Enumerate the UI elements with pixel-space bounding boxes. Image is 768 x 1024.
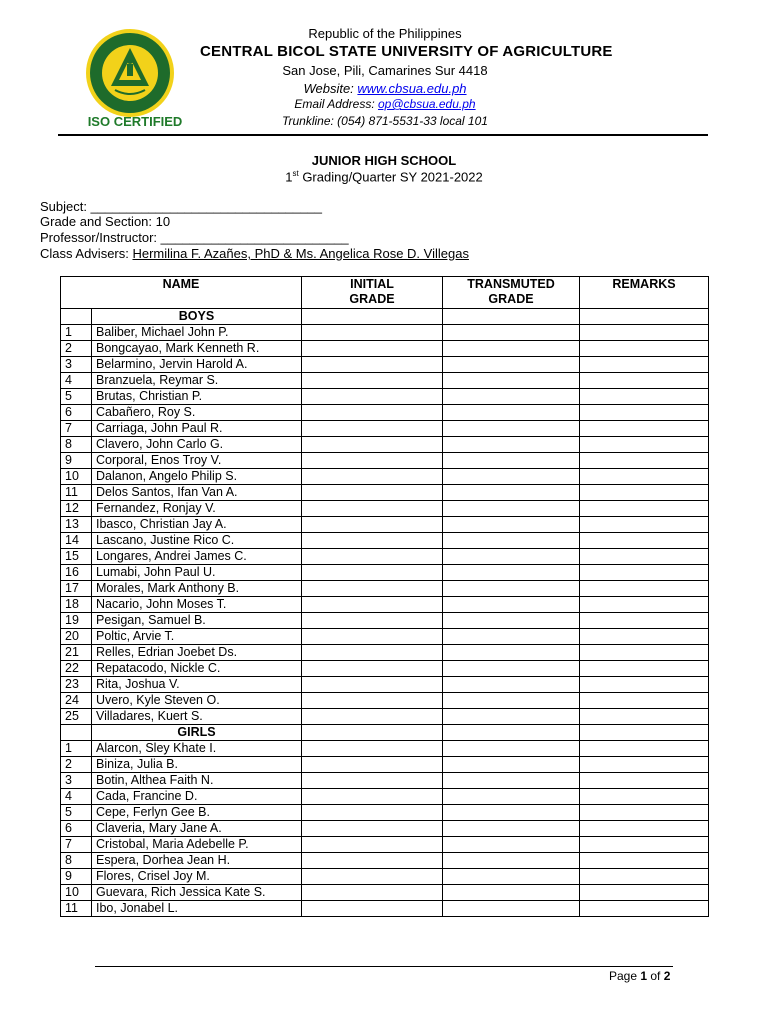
table-row [61,709,709,725]
transmuted-grade-cell[interactable] [443,405,580,421]
student-name: Dalanon, Angelo Philip S. [92,469,302,485]
student-name: Ibo, Jonabel L. [92,901,302,917]
transmuted-grade-cell[interactable] [443,357,580,373]
page-of-label: of [647,969,664,983]
row-number: 2 [61,757,92,773]
initial-grade-cell[interactable] [302,389,443,405]
row-number: 3 [61,357,92,373]
row-number: 8 [61,437,92,453]
transmuted-grade-header [443,277,580,309]
remarks-cell[interactable] [580,773,709,789]
initial-grade-cell[interactable] [302,773,443,789]
student-name: Biniza, Julia B. [92,757,302,773]
remarks-cell[interactable] [580,533,709,549]
remarks-cell[interactable] [580,373,709,389]
transmuted-grade-cell[interactable] [443,533,580,549]
initial-grade-cell[interactable] [302,341,443,357]
remarks-cell[interactable] [580,389,709,405]
table-row [61,469,709,485]
student-name: Carriaga, John Paul R. [92,421,302,437]
email-link[interactable]: op@cbsua.edu.ph [378,97,476,111]
quarter-text: Grading/Quarter SY 2021-2022 [298,169,483,185]
initial-grade-cell[interactable] [302,677,443,693]
initial-grade-cell[interactable] [302,725,443,741]
row-number: 18 [61,597,92,613]
row-number: 12 [61,501,92,517]
table-row [61,421,709,437]
transmuted-header-line1: TRANSMUTED [467,277,555,291]
website-link[interactable]: www.cbsua.edu.ph [357,81,467,96]
initial-grade-cell[interactable] [302,453,443,469]
website-label: Website: [303,81,358,96]
student-name: Flores, Crisel Joy M. [92,869,302,885]
transmuted-grade-cell[interactable] [443,421,580,437]
row-number: 3 [61,773,92,789]
transmuted-grade-cell[interactable] [443,725,580,741]
student-name: Guevara, Rich Jessica Kate S. [92,885,302,901]
row-number: 9 [61,869,92,885]
transmuted-grade-cell[interactable] [443,645,580,661]
remarks-cell[interactable] [580,357,709,373]
initial-grade-cell[interactable] [302,629,443,645]
website-line [200,81,570,96]
table-row [61,533,709,549]
remarks-cell[interactable] [580,789,709,805]
row-number: 11 [61,901,92,917]
table-row [61,773,709,789]
student-name: Botin, Althea Faith N. [92,773,302,789]
student-name: Rita, Joshua V. [92,677,302,693]
transmuted-grade-cell[interactable] [443,325,580,341]
row-number: 10 [61,469,92,485]
initial-grade-cell[interactable] [302,805,443,821]
student-name: Delos Santos, Ifan Van A. [92,485,302,501]
transmuted-grade-cell[interactable] [443,677,580,693]
remarks-cell[interactable] [580,565,709,581]
table-row [61,341,709,357]
transmuted-grade-cell[interactable] [443,885,580,901]
table-row [61,597,709,613]
grade-roster-table [60,276,709,917]
table-row [61,485,709,501]
remarks-cell[interactable] [580,709,709,725]
transmuted-grade-cell[interactable] [443,341,580,357]
remarks-header: REMARKS [580,277,709,309]
initial-header-line1: INITIAL [350,277,394,291]
row-number: 16 [61,565,92,581]
row-number: 9 [61,453,92,469]
initial-grade-cell[interactable] [302,645,443,661]
remarks-cell[interactable] [580,837,709,853]
table-row [61,405,709,421]
row-number: 17 [61,581,92,597]
initial-grade-cell[interactable] [302,789,443,805]
transmuted-grade-cell[interactable] [443,805,580,821]
row-number: 20 [61,629,92,645]
initial-header-line2: GRADE [349,292,395,306]
table-row [61,549,709,565]
remarks-cell[interactable] [580,613,709,629]
row-number: 5 [61,805,92,821]
initial-grade-cell[interactable] [302,357,443,373]
transmuted-grade-cell[interactable] [443,485,580,501]
quarter-number: 1 [285,169,293,185]
transmuted-grade-cell[interactable] [443,469,580,485]
remarks-cell[interactable] [580,677,709,693]
row-number: 7 [61,837,92,853]
transmuted-grade-cell[interactable] [443,373,580,389]
initial-grade-header [302,277,443,309]
row-number: 13 [61,517,92,533]
header-rule [58,134,708,136]
page-number: 1 [640,969,648,983]
row-number: 14 [61,533,92,549]
remarks-cell[interactable] [580,725,709,741]
student-name: Morales, Mark Anthony B. [92,581,302,597]
remarks-cell[interactable] [580,693,709,709]
trunkline: Trunkline: (054) 871-5531-33 local 101 [282,114,488,128]
initial-grade-cell[interactable] [302,853,443,869]
email-line [200,97,570,111]
initial-grade-cell[interactable] [302,741,443,757]
initial-grade-cell[interactable] [302,613,443,629]
initial-grade-cell[interactable] [302,885,443,901]
student-name: Pesigan, Samuel B. [92,613,302,629]
transmuted-grade-cell[interactable] [443,773,580,789]
table-row [61,565,709,581]
remarks-cell[interactable] [580,597,709,613]
student-name: Lascano, Justine Rico C. [92,533,302,549]
remarks-cell[interactable] [580,885,709,901]
professor-line: Professor/Instructor: __________________________ [40,230,349,245]
row-number: 2 [61,341,92,357]
student-name: Bongcayao, Mark Kenneth R. [92,341,302,357]
row-number: 5 [61,389,92,405]
advisers-names: Hermilina F. Azañes, PhD & Ms. Angelica Rose D. Villegas [132,246,469,261]
page-indicator [609,969,670,983]
remarks-cell[interactable] [580,645,709,661]
row-number: 11 [61,485,92,501]
roster-body [61,309,709,917]
remarks-cell[interactable] [580,325,709,341]
email-label: Email Address: [294,97,378,111]
table-row [61,373,709,389]
student-name: Claveria, Mary Jane A. [92,821,302,837]
student-name: Poltic, Arvie T. [92,629,302,645]
transmuted-grade-cell[interactable] [443,757,580,773]
table-row [61,741,709,757]
initial-grade-cell[interactable] [302,661,443,677]
initial-grade-cell[interactable] [302,501,443,517]
transmuted-grade-cell[interactable] [443,581,580,597]
table-row [61,325,709,341]
table-row [61,693,709,709]
student-name: Baliber, Michael John P. [92,325,302,341]
initial-grade-cell[interactable] [302,533,443,549]
remarks-cell[interactable] [580,757,709,773]
row-number: 8 [61,853,92,869]
remarks-cell[interactable] [580,901,709,917]
remarks-cell[interactable] [580,661,709,677]
student-name: Espera, Dorhea Jean H. [92,853,302,869]
table-row [61,837,709,853]
transmuted-grade-cell[interactable] [443,741,580,757]
section-spacer-cell [61,725,92,741]
student-name: Lumabi, John Paul U. [92,565,302,581]
student-name: Branzuela, Reymar S. [92,373,302,389]
remarks-cell[interactable] [580,405,709,421]
student-name: Belarmino, Jervin Harold A. [92,357,302,373]
table-row [61,885,709,901]
student-name: Cristobal, Maria Adebelle P. [92,837,302,853]
table-row [61,629,709,645]
transmuted-grade-cell[interactable] [443,709,580,725]
remarks-cell[interactable] [580,469,709,485]
initial-grade-cell[interactable] [302,421,443,437]
page-total: 2 [663,969,671,983]
row-number: 1 [61,741,92,757]
transmuted-grade-cell[interactable] [443,661,580,677]
initial-grade-cell[interactable] [302,517,443,533]
student-name: Ibasco, Christian Jay A. [92,517,302,533]
initial-grade-cell[interactable] [302,469,443,485]
quarter-title [0,169,768,184]
table-row [61,677,709,693]
remarks-cell[interactable] [580,869,709,885]
student-name: Cada, Francine D. [92,789,302,805]
initial-grade-cell[interactable] [302,325,443,341]
remarks-cell[interactable] [580,421,709,437]
student-name: Clavero, John Carlo G. [92,437,302,453]
student-name: Uvero, Kyle Steven O. [92,693,302,709]
row-number: 24 [61,693,92,709]
row-number: 19 [61,613,92,629]
transmuted-grade-cell[interactable] [443,821,580,837]
table-row [61,661,709,677]
remarks-cell[interactable] [580,853,709,869]
initial-grade-cell[interactable] [302,757,443,773]
initial-grade-cell[interactable] [302,901,443,917]
row-number: 22 [61,661,92,677]
remarks-cell[interactable] [580,341,709,357]
student-name: Cepe, Ferlyn Gee B. [92,805,302,821]
transmuted-grade-cell[interactable] [443,565,580,581]
section-row [61,309,709,325]
transmuted-grade-cell[interactable] [443,501,580,517]
section-label: GIRLS [92,725,302,741]
student-name: Brutas, Christian P. [92,389,302,405]
table-row [61,869,709,885]
initial-grade-cell[interactable] [302,693,443,709]
name-header: NAME [61,277,302,309]
remarks-cell[interactable] [580,485,709,501]
transmuted-grade-cell[interactable] [443,309,580,325]
row-number: 7 [61,421,92,437]
transmuted-grade-cell[interactable] [443,597,580,613]
transmuted-grade-cell[interactable] [443,437,580,453]
remarks-cell[interactable] [580,741,709,757]
initial-grade-cell[interactable] [302,597,443,613]
initial-grade-cell[interactable] [302,549,443,565]
transmuted-grade-cell[interactable] [443,901,580,917]
quarter-suffix: st [292,169,299,178]
row-number: 1 [61,325,92,341]
table-row [61,613,709,629]
transmuted-grade-cell[interactable] [443,549,580,565]
transmuted-header-line2: GRADE [488,292,534,306]
transmuted-grade-cell[interactable] [443,853,580,869]
table-row [61,517,709,533]
student-name: Villadares, Kuert S. [92,709,302,725]
advisers-line [40,246,469,261]
row-number: 25 [61,709,92,725]
student-name: Corporal, Enos Troy V. [92,453,302,469]
footer-rule [95,966,673,967]
university-seal-logo [85,28,175,118]
table-row [61,453,709,469]
table-row [61,501,709,517]
transmuted-grade-cell[interactable] [443,453,580,469]
transmuted-grade-cell[interactable] [443,837,580,853]
advisers-label: Class Advisers: [40,246,133,261]
table-row [61,581,709,597]
university-name: CENTRAL BICOL STATE UNIVERSITY OF AGRICULTURE [200,43,613,60]
grade-section-line: Grade and Section: 10 [40,214,171,229]
table-row [61,805,709,821]
initial-grade-cell[interactable] [302,709,443,725]
student-name: Nacario, John Moses T. [92,597,302,613]
remarks-cell[interactable] [580,805,709,821]
student-name: Alarcon, Sley Khate I. [92,741,302,757]
initial-grade-cell[interactable] [302,437,443,453]
student-name: Longares, Andrei James C. [92,549,302,565]
remarks-cell[interactable] [580,437,709,453]
republic-line: Republic of the Philippines [308,26,462,41]
transmuted-grade-cell[interactable] [443,629,580,645]
table-row [61,437,709,453]
transmuted-grade-cell[interactable] [443,389,580,405]
table-row [61,821,709,837]
table-row [61,357,709,373]
row-number: 15 [61,549,92,565]
student-name: Cabañero, Roy S. [92,405,302,421]
row-number: 10 [61,885,92,901]
remarks-cell[interactable] [580,549,709,565]
transmuted-grade-cell[interactable] [443,613,580,629]
initial-grade-cell[interactable] [302,565,443,581]
row-number: 6 [61,405,92,421]
page-label: Page [609,969,641,983]
initial-grade-cell[interactable] [302,821,443,837]
section-row [61,725,709,741]
initial-grade-cell[interactable] [302,869,443,885]
initial-grade-cell[interactable] [302,373,443,389]
table-row [61,645,709,661]
iso-certified-label: ISO CERTIFIED [87,114,183,129]
initial-grade-cell[interactable] [302,581,443,597]
section-spacer-cell [61,309,92,325]
remarks-cell[interactable] [580,629,709,645]
initial-grade-cell[interactable] [302,485,443,501]
table-row [61,901,709,917]
transmuted-grade-cell[interactable] [443,517,580,533]
remarks-cell[interactable] [580,453,709,469]
row-number: 23 [61,677,92,693]
row-number: 4 [61,373,92,389]
initial-grade-cell[interactable] [302,837,443,853]
row-number: 21 [61,645,92,661]
remarks-cell[interactable] [580,501,709,517]
university-address: San Jose, Pili, Camarines Sur 4418 [282,63,488,78]
row-number: 6 [61,821,92,837]
table-row [61,789,709,805]
student-name: Fernandez, Ronjay V. [92,501,302,517]
student-name: Relles, Edrian Joebet Ds. [92,645,302,661]
initial-grade-cell[interactable] [302,309,443,325]
student-name: Repatacodo, Nickle C. [92,661,302,677]
table-row [61,853,709,869]
table-row [61,757,709,773]
school-title: JUNIOR HIGH SCHOOL [311,153,457,168]
transmuted-grade-cell[interactable] [443,869,580,885]
section-label: BOYS [92,309,302,325]
remarks-cell[interactable] [580,581,709,597]
table-row [61,389,709,405]
initial-grade-cell[interactable] [302,405,443,421]
transmuted-grade-cell[interactable] [443,789,580,805]
transmuted-grade-cell[interactable] [443,693,580,709]
row-number: 4 [61,789,92,805]
remarks-cell[interactable] [580,821,709,837]
remarks-cell[interactable] [580,517,709,533]
remarks-cell[interactable] [580,309,709,325]
subject-line: Subject: ________________________________ [40,199,322,214]
table-header-row [61,277,709,309]
